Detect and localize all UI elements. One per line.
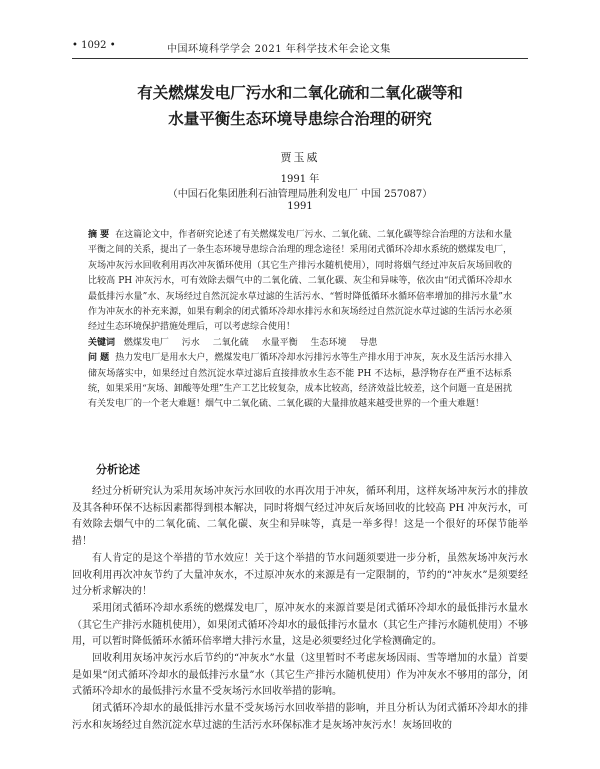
author-name: 贾玉威	[280, 151, 320, 164]
abstract-label: 摘 要	[88, 230, 110, 240]
page-number: • 1092 •	[72, 40, 116, 51]
body-paragraph: 回收利用灰场冲灰污水后节约的“冲灰水”水量（这里暂时不考虑灰场因雨、雪等增加的水量）首要是如果“闭式循环冷却水的最低排污水量”水（其它生产排污水随机使用）作为冲灰水不够用的部分，闭式循环冷却水的最低排污水量不受灰场污水回收举措的影响。	[72, 653, 528, 698]
running-header	[72, 40, 528, 56]
affiliation-date: 1991	[287, 201, 313, 212]
keyword: 二氧化硫	[212, 337, 249, 348]
abstract-paragraph	[88, 228, 512, 336]
header-divider	[72, 58, 528, 59]
paper-title	[72, 80, 528, 132]
body-paragraph: 闭式循环冷却水的最低排污水量不受灰场污水回收举措的影响，并且分析认为闭式循环冷却水的排污水和灰场经过自然沉淀水草过滤的生活污水环保标准才是灰场冲灰污水！灰场回收的	[72, 703, 528, 731]
keyword: 污水	[181, 337, 200, 348]
affiliation-institution: （中国石化集团胜利石油管理局胜利发电厂 中国 257087）	[167, 189, 433, 200]
keywords-line	[88, 336, 512, 351]
abstract-text: 在这篇论文中，作者研究论述了有关燃煤发电厂污水、二氧化硫、二氧化碳等综合治理的方法和水量平衡之间的关系，提出了一条生态环境导患综合治理的理念途径！采用闭式循环冷却水系统的燃煤发电厂，灰场冲灰污水回收利用再次冲灰循环使用（其它生产排污水随机使用），同时将烟气经过冲灰后灰场回收的比较高 PH 冲灰污水，可有效除去烟气中的二氧化硫、二氧化碳、灰尘和异味等，依次由“闭式循环冷却水最低排污水量”水、灰场经过自然沉淀水草过滤的生活污水、“暂时降低循环水循环倍率增加的排污水量”水作为冲灰水的补充来源，如果有剩余的闭式循环冷却水排污水和灰场经过自然沉淀水草过滤的生活污水必须经过生态环境保护措施处理后，可以考虑综合使用！	[88, 230, 512, 333]
problem-paragraph	[88, 351, 512, 413]
body-paragraph: 经过分析研究认为采用灰场冲灰污水回收的水再次用于冲灰，循环利用，这样灰场冲灰污水的排放及其各种环保不达标因素都得到根本解决，同时将烟气经过冲灰后灰场回收的比较高 PH 冲灰污水，可有效除去烟气中的二氧化硫、二氧化碳、灰尘和异味等，真是一举多得！这是一个很好的环保节能举措！	[72, 486, 528, 548]
keyword: 水量平衡	[261, 337, 298, 348]
problem-text: 热力发电厂是用水大户，燃煤发电厂循环冷却水污排污水等生产排水用于冲灰，灰水及生活污水排入储灰场落实中，如果经过自然沉淀水草过滤后直接排放水生态不能 PH 不达标，悬浮物存在严重不达标系统，如果采用“灰场、卸酸等处理”生产工艺比较复杂，成本比较高，经济效益比较差，这个问题一直是困扰有关发电厂的一个老大难题！烟气中二氧化硫、二氧化碳的大量排放越来越受世界的一个重大难题！	[88, 353, 512, 410]
keyword: 导患	[359, 337, 378, 348]
problem-label: 问 题	[88, 353, 110, 364]
keyword: 生态环境	[310, 337, 347, 348]
title-line-1: 有关燃煤发电厂污水和二氧化硫和二氧化碳等和	[137, 84, 463, 102]
body-paragraph: 有人肯定的是这个举措的节水效应！关于这个举措的节水问题须要进一步分析，虽然灰场冲灰污水回收利用再次冲灰节约了大量冲灰水，不过原冲灰水的来源是有一定限制的，节约的“冲灰水”是须要经过分析求解决的！	[72, 552, 528, 598]
section-heading: 分析论述	[96, 463, 140, 476]
keyword: 燃煤发电厂	[123, 337, 169, 348]
affiliation-year: 1991 年	[280, 174, 320, 185]
keywords-label: 关键词	[88, 337, 116, 348]
title-line-2: 水量平衡生态环境导患综合治理的研究	[168, 110, 432, 128]
journal-name: 中国环境科学学会 2021 年科学技术年会论文集	[167, 44, 391, 55]
abstract-block	[88, 228, 512, 413]
body-paragraph: 采用闭式循环冷却水系统的燃煤发电厂，原冲灰水的来源首要是闭式循环冷却水的最低排污水量水（其它生产排污水随机使用），如果闭式循环冷却水的最低排污水量水（其它生产排污水随机使用）不够用，可以暂时降低循环水循环倍率增大排污水量，这是必须要经过化学检测确定的。	[72, 602, 528, 648]
body-text	[72, 484, 528, 735]
